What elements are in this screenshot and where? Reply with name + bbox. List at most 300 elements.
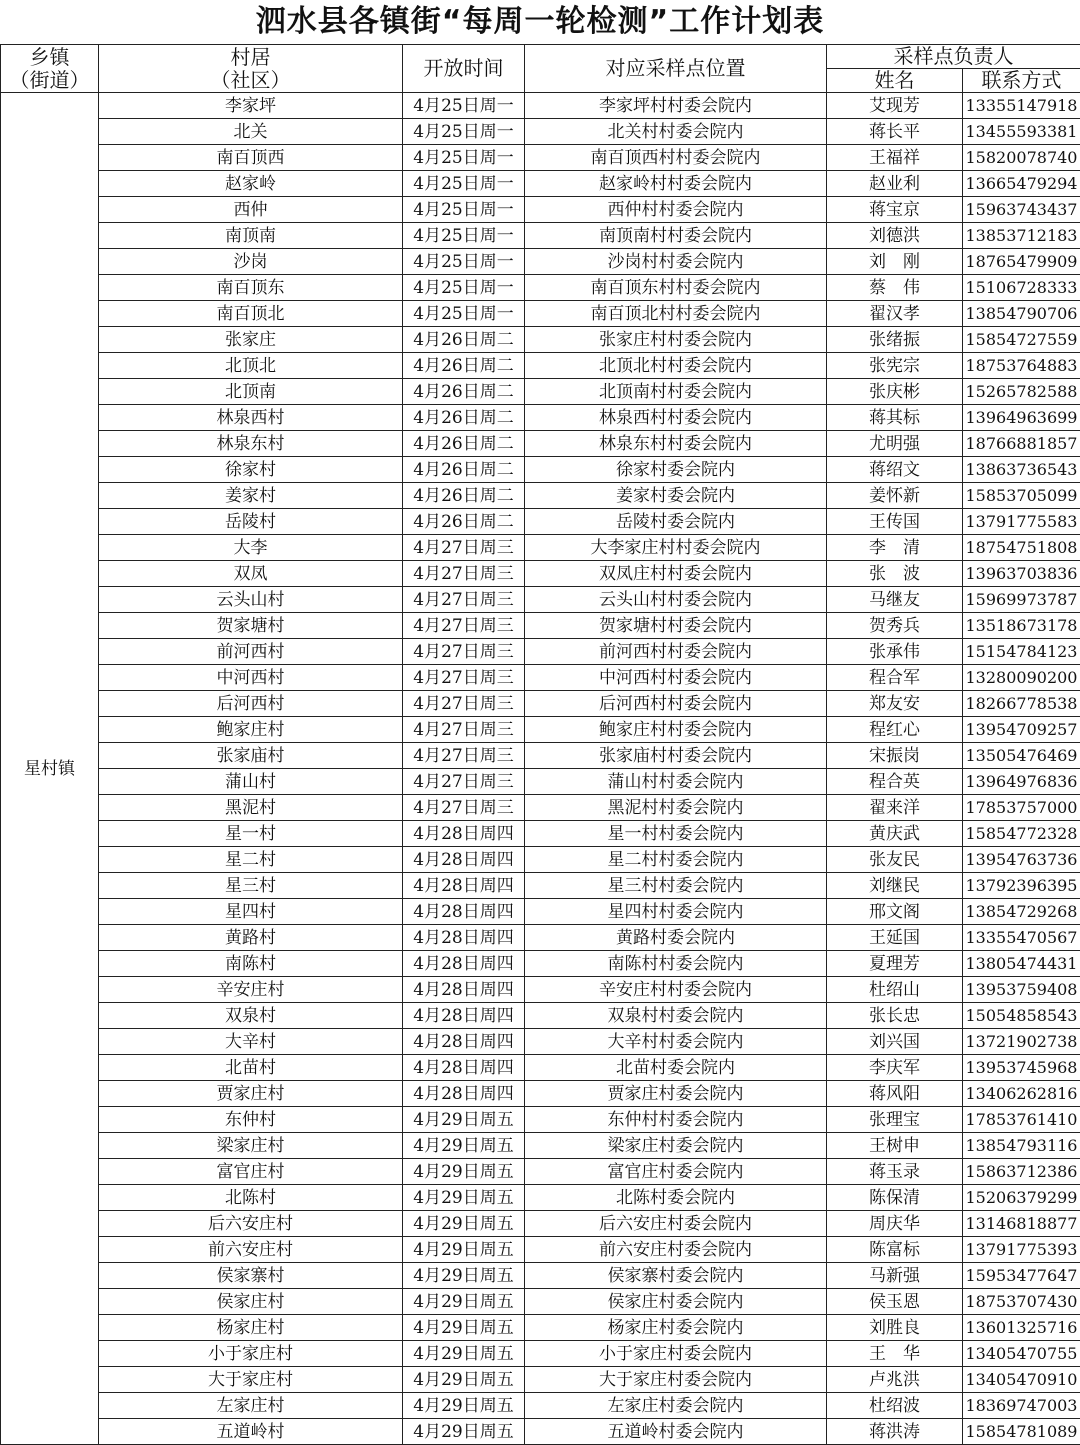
time-cell: 4月28日周四 [403, 1029, 525, 1055]
phone-cell: 15820078740 [963, 145, 1080, 171]
phone-cell: 13601325716 [963, 1315, 1080, 1341]
village-cell: 北关 [99, 119, 403, 145]
time-cell: 4月26日周二 [403, 405, 525, 431]
village-cell: 张家庙村 [99, 743, 403, 769]
location-cell: 张家庙村村委会院内 [525, 743, 827, 769]
name-cell: 刘继民 [827, 873, 963, 899]
table-row [1, 301, 1080, 327]
time-cell: 4月29日周五 [403, 1237, 525, 1263]
time-cell: 4月29日周五 [403, 1315, 525, 1341]
phone-cell: 18753764883 [963, 353, 1080, 379]
village-cell: 星一村 [99, 821, 403, 847]
time-cell: 4月29日周五 [403, 1159, 525, 1185]
name-cell: 王传国 [827, 509, 963, 535]
village-cell: 侯家庄村 [99, 1289, 403, 1315]
name-cell: 蒋风阳 [827, 1081, 963, 1107]
location-cell: 北关村村委会院内 [525, 119, 827, 145]
table-row [1, 1393, 1080, 1419]
location-cell: 大于家庄村委会院内 [525, 1367, 827, 1393]
name-cell: 马继友 [827, 587, 963, 613]
time-cell: 4月29日周五 [403, 1263, 525, 1289]
table-row [1, 379, 1080, 405]
location-cell: 黑泥村村委会院内 [525, 795, 827, 821]
name-cell: 杜绍波 [827, 1393, 963, 1419]
village-cell: 前六安庄村 [99, 1237, 403, 1263]
village-cell: 五道岭村 [99, 1419, 403, 1445]
time-cell: 4月28日周四 [403, 847, 525, 873]
village-cell: 岳陵村 [99, 509, 403, 535]
village-cell: 中河西村 [99, 665, 403, 691]
village-cell: 蒲山村 [99, 769, 403, 795]
table-row [1, 821, 1080, 847]
village-cell: 后六安庄村 [99, 1211, 403, 1237]
village-cell: 鲍家庄村 [99, 717, 403, 743]
name-cell: 周庆华 [827, 1211, 963, 1237]
phone-cell: 15854727559 [963, 327, 1080, 353]
table-row [1, 1419, 1080, 1445]
location-cell: 南百顶东村村委会院内 [525, 275, 827, 301]
table-row [1, 1237, 1080, 1263]
table-row [1, 899, 1080, 925]
location-cell: 北陈村委会院内 [525, 1185, 827, 1211]
name-cell: 程合英 [827, 769, 963, 795]
table-row [1, 197, 1080, 223]
name-cell: 李庆军 [827, 1055, 963, 1081]
location-cell: 侯家寨村委会院内 [525, 1263, 827, 1289]
phone-cell: 13665479294 [963, 171, 1080, 197]
table-row [1, 1107, 1080, 1133]
table-row [1, 249, 1080, 275]
location-cell: 双泉村村委会院内 [525, 1003, 827, 1029]
location-cell: 沙岗村村委会院内 [525, 249, 827, 275]
table-row [1, 483, 1080, 509]
phone-cell: 15853705099 [963, 483, 1080, 509]
phone-cell: 13805474431 [963, 951, 1080, 977]
location-cell: 南陈村村委会院内 [525, 951, 827, 977]
location-cell: 前六安庄村委会院内 [525, 1237, 827, 1263]
phone-cell: 13853712183 [963, 223, 1080, 249]
village-cell: 南百顶西 [99, 145, 403, 171]
phone-cell: 15106728333 [963, 275, 1080, 301]
phone-cell: 13954709257 [963, 717, 1080, 743]
village-cell: 前河西村 [99, 639, 403, 665]
table-row [1, 1341, 1080, 1367]
header-name: 姓名 [827, 69, 963, 93]
header-time: 开放时间 [403, 45, 525, 93]
time-cell: 4月29日周五 [403, 1367, 525, 1393]
time-cell: 4月25日周一 [403, 93, 525, 119]
time-cell: 4月25日周一 [403, 301, 525, 327]
table-row [1, 223, 1080, 249]
phone-cell: 13355147918 [963, 93, 1080, 119]
time-cell: 4月28日周四 [403, 1081, 525, 1107]
header-town [1, 45, 99, 93]
phone-cell: 15265782588 [963, 379, 1080, 405]
table-row [1, 327, 1080, 353]
header-town-line1: 乡镇 [1, 46, 98, 69]
location-cell: 左家庄村委会院内 [525, 1393, 827, 1419]
location-cell: 鲍家庄村村委会院内 [525, 717, 827, 743]
village-cell: 南百顶东 [99, 275, 403, 301]
location-cell: 贾家庄村委会院内 [525, 1081, 827, 1107]
name-cell: 蒋宝京 [827, 197, 963, 223]
header-village-line1: 村居 [99, 46, 402, 69]
header-town-line2: （街道） [1, 69, 98, 92]
location-cell: 东仲村村委会院内 [525, 1107, 827, 1133]
table-row [1, 457, 1080, 483]
location-cell: 五道岭村委会院内 [525, 1419, 827, 1445]
table-row [1, 795, 1080, 821]
location-cell: 黄路村委会院内 [525, 925, 827, 951]
name-cell: 翟来洋 [827, 795, 963, 821]
time-cell: 4月29日周五 [403, 1289, 525, 1315]
village-cell: 后河西村 [99, 691, 403, 717]
time-cell: 4月25日周一 [403, 249, 525, 275]
name-cell: 刘 刚 [827, 249, 963, 275]
location-cell: 后六安庄村委会院内 [525, 1211, 827, 1237]
location-cell: 蒲山村村委会院内 [525, 769, 827, 795]
location-cell: 南顶南村村委会院内 [525, 223, 827, 249]
location-cell: 张家庄村村委会院内 [525, 327, 827, 353]
village-cell: 南陈村 [99, 951, 403, 977]
village-cell: 林泉西村 [99, 405, 403, 431]
village-cell: 大李 [99, 535, 403, 561]
table-row [1, 561, 1080, 587]
village-cell: 张家庄 [99, 327, 403, 353]
village-cell: 侯家寨村 [99, 1263, 403, 1289]
name-cell: 蔡 伟 [827, 275, 963, 301]
table-row [1, 1289, 1080, 1315]
name-cell: 卢兆洪 [827, 1367, 963, 1393]
phone-cell: 13505476469 [963, 743, 1080, 769]
name-cell: 王福祥 [827, 145, 963, 171]
phone-cell: 15154784123 [963, 639, 1080, 665]
village-cell: 小于家庄村 [99, 1341, 403, 1367]
village-cell: 贺家塘村 [99, 613, 403, 639]
time-cell: 4月27日周三 [403, 665, 525, 691]
village-cell: 南百顶北 [99, 301, 403, 327]
name-cell: 赵业利 [827, 171, 963, 197]
time-cell: 4月25日周一 [403, 197, 525, 223]
village-cell: 双泉村 [99, 1003, 403, 1029]
location-cell: 梁家庄村委会院内 [525, 1133, 827, 1159]
village-cell: 北陈村 [99, 1185, 403, 1211]
location-cell: 中河西村村委会院内 [525, 665, 827, 691]
time-cell: 4月27日周三 [403, 639, 525, 665]
name-cell: 侯玉恩 [827, 1289, 963, 1315]
village-cell: 大于家庄村 [99, 1367, 403, 1393]
header-phone: 联系方式 [963, 69, 1080, 93]
time-cell: 4月28日周四 [403, 873, 525, 899]
table-row [1, 587, 1080, 613]
name-cell: 李 清 [827, 535, 963, 561]
phone-cell: 18754751808 [963, 535, 1080, 561]
time-cell: 4月29日周五 [403, 1211, 525, 1237]
village-cell: 黄路村 [99, 925, 403, 951]
location-cell: 前河西村村委会院内 [525, 639, 827, 665]
time-cell: 4月28日周四 [403, 1055, 525, 1081]
time-cell: 4月26日周二 [403, 353, 525, 379]
time-cell: 4月27日周三 [403, 691, 525, 717]
village-cell: 黑泥村 [99, 795, 403, 821]
name-cell: 黄庆武 [827, 821, 963, 847]
time-cell: 4月27日周三 [403, 717, 525, 743]
location-cell: 后河西村村委会院内 [525, 691, 827, 717]
phone-cell: 13963703836 [963, 561, 1080, 587]
time-cell: 4月29日周五 [403, 1107, 525, 1133]
time-cell: 4月29日周五 [403, 1133, 525, 1159]
table-row [1, 613, 1080, 639]
location-cell: 岳陵村委会院内 [525, 509, 827, 535]
table-row [1, 639, 1080, 665]
table-row [1, 925, 1080, 951]
time-cell: 4月26日周二 [403, 483, 525, 509]
location-cell: 林泉西村村委会院内 [525, 405, 827, 431]
phone-cell: 18765479909 [963, 249, 1080, 275]
name-cell: 蒋其标 [827, 405, 963, 431]
village-cell: 姜家村 [99, 483, 403, 509]
phone-cell: 15206379299 [963, 1185, 1080, 1211]
phone-cell: 15863712386 [963, 1159, 1080, 1185]
time-cell: 4月29日周五 [403, 1393, 525, 1419]
name-cell: 蒋洪涛 [827, 1419, 963, 1445]
time-cell: 4月25日周一 [403, 119, 525, 145]
table-row [1, 535, 1080, 561]
name-cell: 夏理芳 [827, 951, 963, 977]
phone-cell: 13721902738 [963, 1029, 1080, 1055]
village-cell: 北苗村 [99, 1055, 403, 1081]
table-row [1, 951, 1080, 977]
phone-cell: 13355470567 [963, 925, 1080, 951]
name-cell: 王树申 [827, 1133, 963, 1159]
location-cell: 北顶北村村委会院内 [525, 353, 827, 379]
table-row [1, 1003, 1080, 1029]
time-cell: 4月26日周二 [403, 379, 525, 405]
phone-cell: 18369747003 [963, 1393, 1080, 1419]
village-cell: 星四村 [99, 899, 403, 925]
table-row [1, 509, 1080, 535]
time-cell: 4月25日周一 [403, 171, 525, 197]
village-cell: 北顶北 [99, 353, 403, 379]
phone-cell: 13863736543 [963, 457, 1080, 483]
table-row [1, 717, 1080, 743]
village-cell: 辛安庄村 [99, 977, 403, 1003]
location-cell: 贺家塘村村委会院内 [525, 613, 827, 639]
village-cell: 南顶南 [99, 223, 403, 249]
phone-cell: 13518673178 [963, 613, 1080, 639]
phone-cell: 15963743437 [963, 197, 1080, 223]
phone-cell: 13405470755 [963, 1341, 1080, 1367]
phone-cell: 13792396395 [963, 873, 1080, 899]
name-cell: 张友民 [827, 847, 963, 873]
name-cell: 张长忠 [827, 1003, 963, 1029]
table-row [1, 353, 1080, 379]
phone-cell: 13854729268 [963, 899, 1080, 925]
name-cell: 张承伟 [827, 639, 963, 665]
phone-cell: 15854781089 [963, 1419, 1080, 1445]
phone-cell: 13455593381 [963, 119, 1080, 145]
name-cell: 王延国 [827, 925, 963, 951]
phone-cell: 17853761410 [963, 1107, 1080, 1133]
time-cell: 4月27日周三 [403, 587, 525, 613]
name-cell: 刘兴国 [827, 1029, 963, 1055]
time-cell: 4月27日周三 [403, 769, 525, 795]
phone-cell: 13854793116 [963, 1133, 1080, 1159]
name-cell: 陈保清 [827, 1185, 963, 1211]
table-row [1, 847, 1080, 873]
table-row [1, 1159, 1080, 1185]
village-cell: 云头山村 [99, 587, 403, 613]
phone-cell: 15953477647 [963, 1263, 1080, 1289]
village-cell: 赵家岭 [99, 171, 403, 197]
time-cell: 4月25日周一 [403, 223, 525, 249]
location-cell: 小于家庄村委会院内 [525, 1341, 827, 1367]
phone-cell: 13406262816 [963, 1081, 1080, 1107]
table-row [1, 119, 1080, 145]
village-cell: 大辛村 [99, 1029, 403, 1055]
time-cell: 4月27日周三 [403, 535, 525, 561]
name-cell: 宋振岗 [827, 743, 963, 769]
table-row [1, 769, 1080, 795]
table-row [1, 1133, 1080, 1159]
location-cell: 姜家村委会院内 [525, 483, 827, 509]
location-cell: 杨家庄村委会院内 [525, 1315, 827, 1341]
village-cell: 徐家村 [99, 457, 403, 483]
phone-cell: 13854790706 [963, 301, 1080, 327]
table-row [1, 405, 1080, 431]
table-row [1, 665, 1080, 691]
table-row [1, 1263, 1080, 1289]
phone-cell: 13791775583 [963, 509, 1080, 535]
time-cell: 4月26日周二 [403, 327, 525, 353]
time-cell: 4月28日周四 [403, 1003, 525, 1029]
phone-cell: 18753707430 [963, 1289, 1080, 1315]
time-cell: 4月29日周五 [403, 1341, 525, 1367]
header-manager: 采样点负责人 [827, 45, 1080, 69]
table-row [1, 1055, 1080, 1081]
location-cell: 星二村村委会院内 [525, 847, 827, 873]
location-cell: 星四村村委会院内 [525, 899, 827, 925]
phone-cell: 15854772328 [963, 821, 1080, 847]
time-cell: 4月29日周五 [403, 1185, 525, 1211]
time-cell: 4月28日周四 [403, 925, 525, 951]
table-body [1, 93, 1080, 1445]
table-row [1, 431, 1080, 457]
location-cell: 西仲村村委会院内 [525, 197, 827, 223]
name-cell: 王 华 [827, 1341, 963, 1367]
time-cell: 4月26日周二 [403, 509, 525, 535]
town-cell: 星村镇 [1, 93, 99, 1445]
phone-cell: 13791775393 [963, 1237, 1080, 1263]
phone-cell: 13146818877 [963, 1211, 1080, 1237]
phone-cell: 13405470910 [963, 1367, 1080, 1393]
location-cell: 星三村村委会院内 [525, 873, 827, 899]
phone-cell: 15054858543 [963, 1003, 1080, 1029]
phone-cell: 13964963699 [963, 405, 1080, 431]
name-cell: 蒋玉录 [827, 1159, 963, 1185]
phone-cell: 17853757000 [963, 795, 1080, 821]
location-cell: 富官庄村委会院内 [525, 1159, 827, 1185]
time-cell: 4月27日周三 [403, 561, 525, 587]
name-cell: 杜绍山 [827, 977, 963, 1003]
table-row [1, 145, 1080, 171]
table-row [1, 977, 1080, 1003]
time-cell: 4月27日周三 [403, 613, 525, 639]
time-cell: 4月27日周三 [403, 795, 525, 821]
location-cell: 侯家庄村委会院内 [525, 1289, 827, 1315]
table-row [1, 873, 1080, 899]
time-cell: 4月28日周四 [403, 951, 525, 977]
location-cell: 辛安庄村村委会院内 [525, 977, 827, 1003]
name-cell: 贺秀兵 [827, 613, 963, 639]
time-cell: 4月29日周五 [403, 1419, 525, 1445]
location-cell: 林泉东村村委会院内 [525, 431, 827, 457]
time-cell: 4月25日周一 [403, 145, 525, 171]
name-cell: 程红心 [827, 717, 963, 743]
table-row [1, 275, 1080, 301]
location-cell: 北顶南村村委会院内 [525, 379, 827, 405]
name-cell: 张宪宗 [827, 353, 963, 379]
name-cell: 张 波 [827, 561, 963, 587]
table-row [1, 1211, 1080, 1237]
phone-cell: 13953745968 [963, 1055, 1080, 1081]
location-cell: 李家坪村村委会院内 [525, 93, 827, 119]
table-row [1, 1081, 1080, 1107]
phone-cell: 13964976836 [963, 769, 1080, 795]
phone-cell: 13953759408 [963, 977, 1080, 1003]
village-cell: 李家坪 [99, 93, 403, 119]
village-cell: 贾家庄村 [99, 1081, 403, 1107]
table-row [1, 1367, 1080, 1393]
name-cell: 张理宝 [827, 1107, 963, 1133]
name-cell: 翟汉孝 [827, 301, 963, 327]
name-cell: 程合军 [827, 665, 963, 691]
phone-cell: 15969973787 [963, 587, 1080, 613]
header-village-line2: （社区） [99, 69, 402, 92]
village-cell: 北顶南 [99, 379, 403, 405]
village-cell: 星三村 [99, 873, 403, 899]
name-cell: 郑友安 [827, 691, 963, 717]
phone-cell: 13954763736 [963, 847, 1080, 873]
table-row [1, 171, 1080, 197]
time-cell: 4月27日周三 [403, 743, 525, 769]
location-cell: 南百顶西村村委会院内 [525, 145, 827, 171]
village-cell: 左家庄村 [99, 1393, 403, 1419]
name-cell: 马新强 [827, 1263, 963, 1289]
time-cell: 4月28日周四 [403, 977, 525, 1003]
name-cell: 蒋绍文 [827, 457, 963, 483]
village-cell: 沙岗 [99, 249, 403, 275]
location-cell: 北苗村委会院内 [525, 1055, 827, 1081]
time-cell: 4月28日周四 [403, 899, 525, 925]
table-row [1, 1315, 1080, 1341]
village-cell: 星二村 [99, 847, 403, 873]
table-row [1, 743, 1080, 769]
schedule-table [0, 44, 1080, 1445]
name-cell: 刘德洪 [827, 223, 963, 249]
table-row [1, 1185, 1080, 1211]
location-cell: 双凤庄村村委会院内 [525, 561, 827, 587]
header-village [99, 45, 403, 93]
page-title: 泗水县各镇街“每周一轮检测”工作计划表 [0, 0, 1080, 44]
phone-cell: 18766881857 [963, 431, 1080, 457]
time-cell: 4月26日周二 [403, 457, 525, 483]
name-cell: 姜怀新 [827, 483, 963, 509]
village-cell: 林泉东村 [99, 431, 403, 457]
location-cell: 赵家岭村村委会院内 [525, 171, 827, 197]
village-cell: 东仲村 [99, 1107, 403, 1133]
name-cell: 艾现芳 [827, 93, 963, 119]
